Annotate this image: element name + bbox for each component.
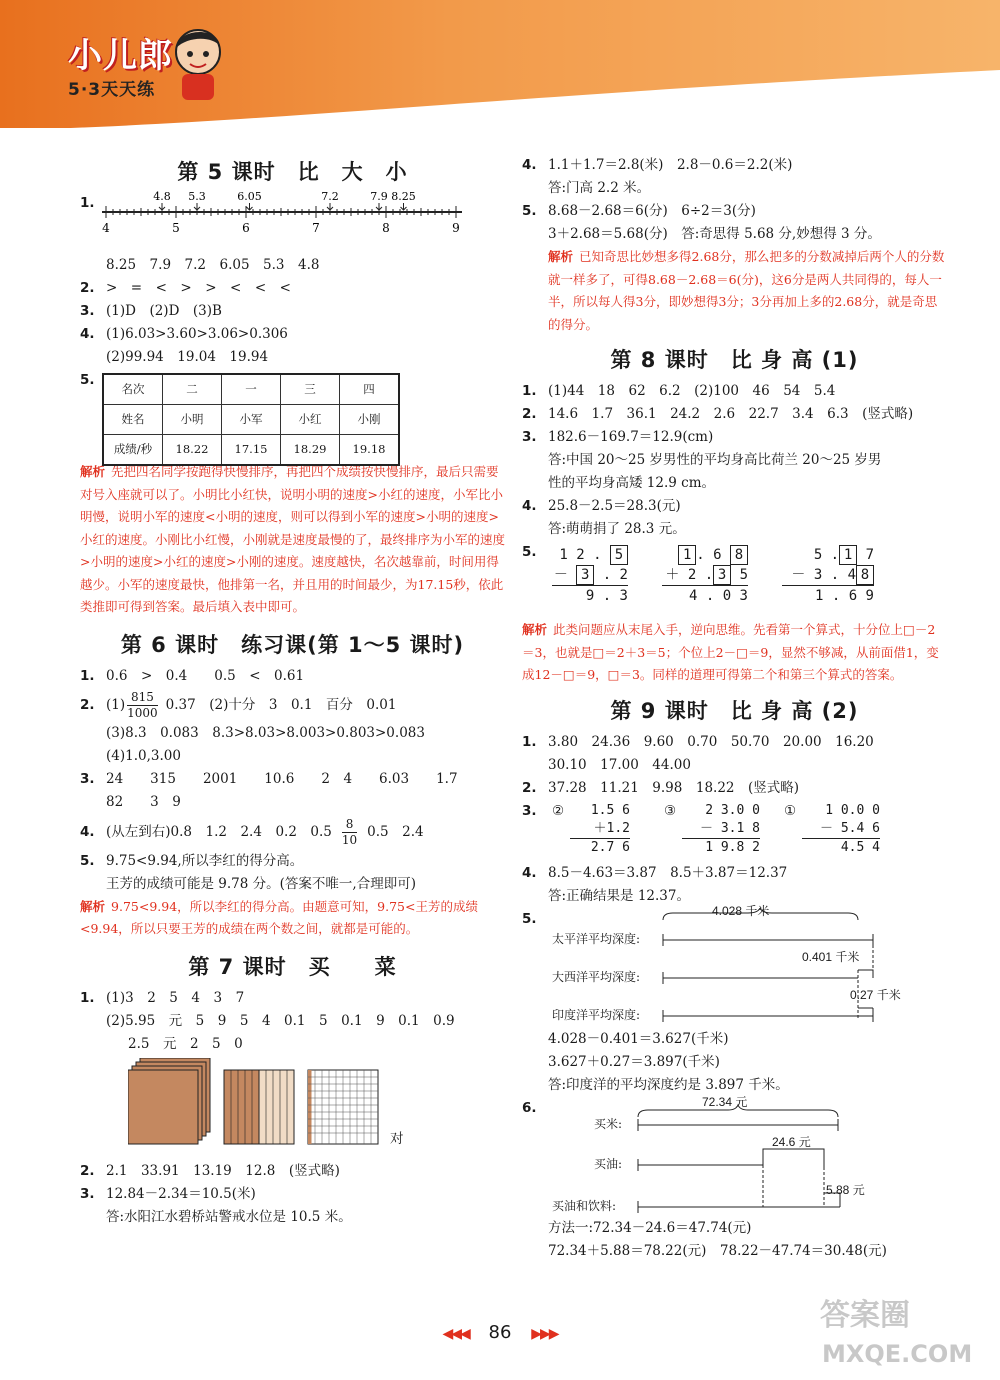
calc-operator: ＋ 2 . xyxy=(665,567,714,583)
total-depth-label: 4.028 千米 xyxy=(712,903,770,918)
q6-5-answer-2: 王芳的成绩可能是 9.78 分。(答案不唯一,合理即可) xyxy=(106,875,416,892)
left-column xyxy=(80,150,505,1229)
lesson-6-title: 第 6 课时 练习课(第 1～5 课时) xyxy=(120,632,465,657)
question-number: 5. xyxy=(80,372,95,388)
watermark-url: MXQE.COM xyxy=(822,1340,973,1368)
q9-5-diagram xyxy=(522,903,947,1028)
q6-1-answer: 0.6 > 0.4 0.5 < 0.61 xyxy=(106,667,305,684)
calc-result: 1 9.8 2 xyxy=(682,838,760,857)
tick-label: 5 xyxy=(172,221,180,235)
vertical-calc-a xyxy=(570,802,630,857)
tick-label: 7 xyxy=(312,221,320,235)
q7-1-answer-2: (2)5.95 元 5 9 5 4 0.1 5 0.1 9 0.1 0.9 xyxy=(106,1012,455,1029)
atlantic-label: 大西洋平均深度: xyxy=(552,969,641,984)
question-number: 1. xyxy=(522,383,537,399)
question-number: 6. xyxy=(522,1099,537,1116)
question-number: 4. xyxy=(522,864,537,881)
question-number: 2. xyxy=(80,280,95,296)
vertical-calc-1 xyxy=(552,545,628,606)
diff-1-label: 0.401 千米 xyxy=(802,949,860,964)
q8-1-answer: (1)44 18 62 6.2 (2)100 46 54 5.4 xyxy=(548,383,836,399)
calc-result: 4 . 0 3 xyxy=(662,585,748,606)
calc-row: ＋1.2 xyxy=(593,820,630,836)
point-label: 7.2 xyxy=(321,190,339,203)
q6-4-answer: (从左到右)0.8 1.2 2.4 0.2 0.5 xyxy=(106,823,332,840)
analysis-text: 此类问题应从末尾入手，逆向思维。先看第一个算式，十分位上□－2＝3，也就是□＝2＋3＝5；个位上2－□＝9，显然不够减，从前面借1，变成12－□＝9，□＝3。同样的道理可得第二个和第三个算式的答案。 xyxy=(522,622,939,682)
q6-2-answer-4: (4)1.0,3.00 xyxy=(106,747,181,764)
fraction-numerator: 8 xyxy=(342,817,357,833)
question-number: 4. xyxy=(80,326,95,342)
table-row xyxy=(103,435,399,466)
table-cell: 18.22 xyxy=(163,435,222,466)
question-number: 2. xyxy=(80,696,95,713)
table-cell: 小刚 xyxy=(340,405,400,435)
calc-digits: 5 xyxy=(739,567,748,583)
table-cell: 成绩/秒 xyxy=(103,435,163,466)
q9-4-answer-1: 8.5－4.63＝3.87 8.5＋3.87＝12.37 xyxy=(548,864,788,881)
q5-3-answer: (1)D (2)D (3)B xyxy=(106,303,222,319)
q5-1-number-line xyxy=(80,192,505,254)
analysis-8 xyxy=(522,619,947,687)
brand-logo xyxy=(68,28,173,100)
vertical-calc-b xyxy=(682,802,760,857)
q8-5-calcs xyxy=(522,541,947,619)
fraction xyxy=(127,690,158,721)
question-number: 4. xyxy=(522,498,537,514)
q5-4-answer-2: (2)99.94 19.04 19.94 xyxy=(106,349,269,365)
question-number: 5. xyxy=(522,203,537,219)
q7-3-answer-2: 答:水阳江水碧桥站警戒水位是 10.5 米。 xyxy=(106,1208,352,1225)
q9-5-answer-3: 答:印度洋的平均深度约是 3.897 千米。 xyxy=(548,1076,789,1093)
oil-cost-label: 24.6 元 xyxy=(772,1134,811,1149)
q8-4-answer-2: 答:萌萌捐了 28.3 元。 xyxy=(548,521,686,537)
rice-label: 买米: xyxy=(594,1116,623,1131)
point-arrow xyxy=(327,203,333,210)
analysis-5 xyxy=(80,461,505,619)
order-mark: ③ xyxy=(664,802,677,819)
tick-label: 4 xyxy=(102,221,110,235)
q9-6-diagram xyxy=(522,1094,947,1217)
table-row xyxy=(103,374,399,405)
indian-label: 印度洋平均深度: xyxy=(552,1007,641,1022)
check-mark-text: 对 xyxy=(390,1130,404,1147)
q7-2-answer: 2.1 33.91 13.19 12.8 (竖式略) xyxy=(106,1162,340,1179)
q6-3-answer-1: 24 315 2001 10.6 2 4 6.03 1.7 xyxy=(106,770,458,787)
right-column xyxy=(522,150,947,1263)
table-cell: 四 xyxy=(340,374,400,405)
lesson-7-title: 第 7 课时 买 菜 xyxy=(188,954,397,979)
question-number: 2. xyxy=(80,1162,95,1179)
tick-label: 9 xyxy=(452,221,460,235)
point-arrow xyxy=(401,203,407,210)
analysis-text: 9.75<9.94，所以李红的得分高。由题意可知，9.75<王芳的成绩<9.94，所以只要王芳的成绩在两个数之间，就都是可能的。 xyxy=(80,898,478,936)
page-number: 86 xyxy=(488,1322,512,1343)
point-label: 4.8 xyxy=(153,190,171,203)
vertical-calc-2 xyxy=(662,545,748,606)
analysis-top xyxy=(522,246,947,336)
calc-digits: 1 2 . xyxy=(559,547,602,563)
point-arrow xyxy=(247,203,253,210)
analysis-text: 先把四名同学按跑得快慢排序，再把四个成绩按快慢排序，最后只需要对号入座就可以了。小明比小红快，说明小明的速度>小红的速度，小军比小明慢，说明小军的速度<小明的速度，则可以得到小军的速度>小明的速度>小红的速度。小刚比小红慢，小刚就是速度最慢的了，最终排序为小军的速度>小明的速度>小红的速度>小刚的速度。速度越快，名次越靠前，时间用得越少。小军的速度最快，他排第一名，并且用的时间最少，为17.15秒，依此类推即可得到答案。最后填入表中即可。 xyxy=(80,464,506,614)
table-cell: 三 xyxy=(281,374,340,405)
tick-label: 6 xyxy=(242,221,250,235)
point-arrow xyxy=(159,203,165,210)
point-label: 7.9 xyxy=(370,190,388,203)
brand-name: 小儿郎 xyxy=(68,36,173,76)
question-number: 3. xyxy=(80,770,95,787)
table-row xyxy=(103,405,399,435)
question-number: 4. xyxy=(80,823,95,840)
pacific-label: 太平洋平均深度: xyxy=(552,931,641,946)
q9-5-answer-1: 4.028－0.401＝3.627(千米) xyxy=(548,1030,729,1047)
table-cell: 18.29 xyxy=(281,435,340,466)
q6-5-answer-1: 9.75<9.94,所以李红的得分高。 xyxy=(106,852,304,869)
q8-3-answer-3: 性的平均身高矮 12.9 cm。 xyxy=(548,475,716,491)
q7-1-blocks xyxy=(80,1056,505,1160)
question-number: 1. xyxy=(80,989,95,1006)
table-cell: 一 xyxy=(222,374,281,405)
q6-2-answer-1: 0.37 (2)十分 3 0.1 百分 0.01 xyxy=(165,696,397,713)
calc-digits: 7 xyxy=(865,547,874,563)
answer-box: 8 xyxy=(730,545,748,565)
analysis-6 xyxy=(80,896,505,941)
drink-diff-label: 5.88 元 xyxy=(826,1182,865,1197)
order-mark: ① xyxy=(784,802,797,819)
calc-result: 4.5 4 xyxy=(802,838,880,857)
q-4-answer-1: 1.1＋1.7＝2.8(米) 2.8－0.6＝2.2(米) xyxy=(548,157,793,173)
answer-box: 3 xyxy=(576,565,594,585)
question-number: 2. xyxy=(522,779,537,796)
q9-4-answer-2: 答:正确结果是 12.37。 xyxy=(548,887,690,904)
answer-box: 1 xyxy=(678,545,696,565)
answer-box: 8 xyxy=(856,565,874,585)
page-header-banner xyxy=(0,0,1000,128)
vertical-calc-3 xyxy=(782,545,874,606)
q6-4-answer-rest: 0.5 2.4 xyxy=(367,823,424,840)
question-number: 2. xyxy=(522,406,537,422)
q8-3-answer-1: 182.6－169.7＝12.9(cm) xyxy=(548,429,714,445)
calc-digits: 5 . xyxy=(813,547,840,563)
analysis-label: 解析 xyxy=(548,249,574,264)
question-number: 4. xyxy=(522,157,537,173)
question-number: 1. xyxy=(80,195,95,211)
table-cell: 17.15 xyxy=(222,435,281,466)
series-name: 5·3天天练 xyxy=(68,80,156,100)
oil-and-drink-label: 买油和饮料: xyxy=(552,1198,617,1213)
question-number: 3. xyxy=(80,303,95,319)
calc-row: － 3.1 8 xyxy=(700,820,760,836)
q8-2-answer: 14.6 1.7 36.1 24.2 2.6 22.7 3.4 6.3 (竖式略) xyxy=(548,406,914,422)
q8-4-answer-1: 25.8－2.5＝28.3(元) xyxy=(548,498,681,514)
oil-label: 买油: xyxy=(594,1156,623,1171)
q-5-answer-2: 3＋2.68＝5.68(分) 答:奇思得 5.68 分,妙想得 3 分。 xyxy=(548,226,881,242)
question-number: 1. xyxy=(522,733,537,750)
q5-2-answer: > = < > > < < < xyxy=(106,280,291,296)
question-number: 5. xyxy=(522,910,537,927)
analysis-label: 解析 xyxy=(80,464,106,479)
q9-1-answer-1: 3.80 24.36 9.60 0.70 50.70 20.00 16.20 xyxy=(548,733,874,750)
answer-box: 1 xyxy=(839,545,857,565)
q9-6-answer-1: 方法一:72.34－24.6＝47.74(元) xyxy=(548,1219,752,1236)
calc-result: 1 . 6 9 xyxy=(782,585,874,606)
number-line-diagram xyxy=(100,186,500,248)
mascot-boy-icon xyxy=(168,22,228,102)
question-number: 5. xyxy=(522,544,537,560)
q9-3-calcs xyxy=(522,800,947,862)
table-cell: 小军 xyxy=(222,405,281,435)
question-number: 3. xyxy=(522,429,537,445)
total-cost-label: 72.34 元 xyxy=(702,1094,748,1109)
point-label: 6.05 xyxy=(237,190,262,203)
prev-arrows-icon: ◀◀◀ xyxy=(442,1326,469,1342)
q6-2-label: (1) xyxy=(106,696,126,713)
lesson-5-title: 第 5 课时 比 大 小 xyxy=(177,160,408,184)
q7-3-answer-1: 12.84－2.34＝10.5(米) xyxy=(106,1185,256,1202)
table-cell: 名次 xyxy=(103,374,163,405)
calc-row: 1 0.0 0 xyxy=(825,802,880,818)
fraction-denominator: 1000 xyxy=(127,705,158,720)
point-label: 5.3 xyxy=(188,190,206,203)
order-mark: ② xyxy=(552,802,565,819)
fraction xyxy=(342,817,357,848)
decimal-blocks-figure xyxy=(128,1058,428,1158)
fraction-denominator: 10 xyxy=(341,832,358,847)
q-5-answer-1: 8.68－2.68＝6(分) 6÷2＝3(分) xyxy=(548,203,756,219)
calc-row: 2 3.0 0 xyxy=(705,802,760,818)
tick-label: 8 xyxy=(382,221,390,235)
ranking-table xyxy=(102,373,400,466)
question-number: 3. xyxy=(522,802,537,819)
q9-6-answer-2: 72.34＋5.88＝78.22(元) 78.22－47.74＝30.48(元) xyxy=(548,1242,887,1259)
calc-result: 2.7 6 xyxy=(570,838,630,857)
calc-operator: － 3 . 4 xyxy=(791,567,856,583)
q-4-answer-2: 答:门高 2.2 米。 xyxy=(548,180,651,196)
q5-1-answer: 8.25 7.9 7.2 6.05 5.3 4.8 xyxy=(106,257,320,273)
point-arrow xyxy=(194,203,200,210)
diff-2-label: 0.27 千米 xyxy=(850,987,901,1002)
calc-row: 1.5 6 xyxy=(590,802,630,818)
point-arrow xyxy=(376,203,382,210)
table-cell: 二 xyxy=(163,374,222,405)
analysis-text: 已知奇思比妙想多得2.68分，那么把多的分数减掉后两个人的分数就一样多了，可得8.68－2.68＝6(分)，这6分是两人共同得的，每人一半，所以每人得3分，即妙想得3分；3分再加上多的2.68分，就是奇思的得分。 xyxy=(548,249,945,332)
question-number: 1. xyxy=(80,667,95,684)
table-cell: 19.18 xyxy=(340,435,400,466)
calc-result: 9 . 3 xyxy=(552,585,628,606)
answer-box: 3 xyxy=(713,565,731,585)
lesson-9-title: 第 9 课时 比 身 高 (2) xyxy=(610,698,859,723)
fraction-numerator: 815 xyxy=(127,690,158,706)
lesson-8-title: 第 8 课时 比 身 高 (1) xyxy=(610,348,859,372)
point-label: 8.25 xyxy=(391,190,416,203)
q6-2-answer-3: (3)8.3 0.083 8.3>8.03>8.003>0.803>0.083 xyxy=(106,724,425,741)
q6-3-answer-2: 82 3 9 xyxy=(106,793,181,810)
analysis-label: 解析 xyxy=(80,898,106,914)
watermark-logo: 答案圈 xyxy=(820,1298,910,1333)
q8-3-answer-2: 答:中国 20～25 岁男性的平均身高比荷兰 20～25 岁男 xyxy=(548,452,882,468)
table-cell: 小红 xyxy=(281,405,340,435)
q5-4-answer-1: (1)6.03>3.60>3.06>0.306 xyxy=(106,326,288,342)
calc-row: － 5.4 6 xyxy=(820,820,880,836)
q9-5-answer-2: 3.627＋0.27＝3.897(千米) xyxy=(548,1053,720,1070)
q7-1-answer-3: 2.5 元 2 5 0 xyxy=(128,1035,243,1052)
question-number: 5. xyxy=(80,852,95,869)
vertical-calc-c xyxy=(802,802,880,857)
analysis-label: 解析 xyxy=(522,622,548,637)
q9-2-answer: 37.28 11.21 9.98 18.22 (竖式略) xyxy=(548,779,800,796)
table-cell: 小明 xyxy=(163,405,222,435)
answer-box: 5 xyxy=(610,545,628,565)
q9-1-answer-2: 30.10 17.00 44.00 xyxy=(548,756,691,773)
calc-digits: . 6 xyxy=(696,547,722,563)
calc-digits: . 2 xyxy=(602,567,628,583)
q7-1-answer-1: (1)3 2 5 4 3 7 xyxy=(106,989,245,1006)
table-cell: 姓名 xyxy=(103,405,163,435)
next-arrows-icon: ▶▶▶ xyxy=(531,1326,558,1342)
question-number: 3. xyxy=(80,1185,95,1202)
calc-operator: － xyxy=(553,567,568,583)
